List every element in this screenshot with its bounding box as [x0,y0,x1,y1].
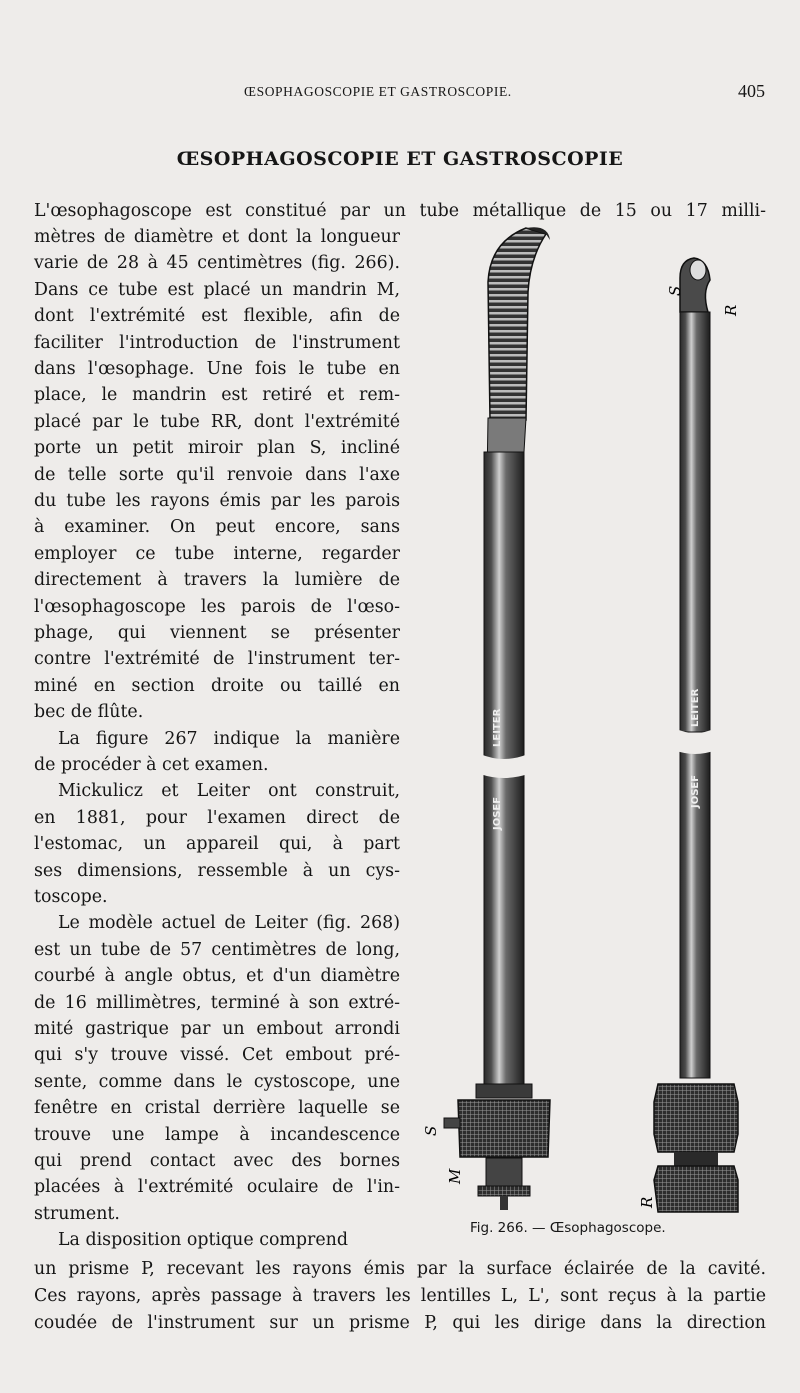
text-line: qui prend contact avec des bornes [34,1151,400,1171]
figure-caption: Fig. 266. — Œsophagoscope. [470,1220,666,1236]
svg-text:JOSEF: JOSEF [492,796,503,830]
mandrin-tip [488,227,550,420]
text-line: coudée de l'instrument sur un prisme P, qui les dirige dans la direction [34,1313,766,1333]
text-line: est un tube de 57 centimètres de long, [34,939,400,960]
text-line: ses dimensions, ressemble à un cys- [34,860,400,881]
label-r-top: R [722,304,740,316]
text-line: en 1881, pour l'examen direct de [34,807,400,828]
mirror-tube [674,258,716,1078]
text-line: mité gastrique par un embout arrondi [34,1019,400,1039]
running-header [0,81,800,106]
text-line: toscope. [34,887,108,907]
instrument-handle [444,1084,550,1210]
text-line: employer ce tube interne, regarder [34,543,400,564]
svg-text:LEITER: LEITER [690,688,701,727]
text-line: de procéder à cet examen. [34,755,269,775]
paragraph-first-line: L'œsophagoscope est constitué par un tube métallique de 15 ou 17 milli- [34,201,766,221]
text-line: à examiner. On peut encore, sans [34,517,400,538]
text-line: contre l'extrémité de l'instrument ter- [34,649,400,670]
text-line: de 16 millimètres, terminé à son extré- [34,992,400,1013]
running-title: ŒSOPHAGOSCOPIE ET GASTROSCOPIE. [244,84,512,99]
text-line: placé par le tube RR, dont l'extrémité [34,411,400,432]
text-line: La figure 267 indique la manière [58,728,400,749]
text-line: place, le mandrin est retiré et rem- [34,385,400,406]
section-title: ŒSOPHAGOSCOPIE ET GASTROSCOPIE [176,148,624,170]
text-line: du tube les rayons émis par les parois [34,491,400,511]
text-line: directement à travers la lumière de [34,570,400,591]
text-line: l'œsophagoscope les parois de l'œso- [34,596,400,617]
text-line: porte un petit miroir plan S, incliné [34,438,400,459]
text-line: strument. [34,1203,120,1224]
label-s-right: S [666,285,684,296]
text-line: un prisme P, recevant les rayons émis par la surface éclairée de la cavité. [34,1259,766,1279]
text-line: dont l'extrémité est flexible, afin de [34,306,400,327]
text-line: miné en section droite ou taillé en [34,675,400,696]
text-line: courbé à angle obtus, et d'un diamètre [34,966,400,987]
text-line: de telle sorte qu'il renvoie dans l'axe [34,464,400,485]
label-r-bottom: R [638,1196,656,1208]
page-number: 405 [738,81,765,101]
text-line: dans l'œsophage. Une fois le tube en [34,359,400,379]
text-line: phage, qui viennent se présenter [34,623,400,643]
label-s-left: S [422,1125,440,1136]
text-line: Dans ce tube est placé un mandrin M, [34,279,400,300]
label-m: M [446,1168,464,1184]
text-line: Ces rayons, après passage à travers les lentilles L, L', sont reçus à la partie [34,1286,766,1306]
text-line: fenêtre en cristal derrière laquelle se [34,1098,400,1119]
text-line: l'estomac, un appareil qui, à part [34,834,400,855]
text-line: placées à l'extrémité oculaire de l'in- [34,1177,400,1198]
text-line: bec de flûte. [34,702,144,723]
text-line: sente, comme dans le cystoscope, une [34,1071,400,1092]
text-line: mètres de diamètre et dont la longueur [34,227,400,247]
text-line: faciliter l'introduction de l'instrument [34,332,400,353]
text-line: trouve une lampe à incandescence [34,1124,400,1145]
text-line: La disposition optique comprend [58,1230,348,1251]
mirror-tube-handle [654,1084,738,1212]
text-line: varie de 28 à 45 centimètres (fig. 266). [34,253,400,274]
text-line: qui s'y trouve vissé. Cet embout pré- [34,1045,400,1066]
text-line: Le modèle actuel de Leiter (fig. 268) [58,913,400,934]
oesophagoscope-tube [480,418,528,1092]
svg-text:LEITER: LEITER [492,708,503,747]
oesophagoscope-illustration [418,222,780,1222]
svg-text:JOSEF: JOSEF [690,774,701,808]
text-line: Mickulicz et Leiter ont construit, [58,781,400,802]
